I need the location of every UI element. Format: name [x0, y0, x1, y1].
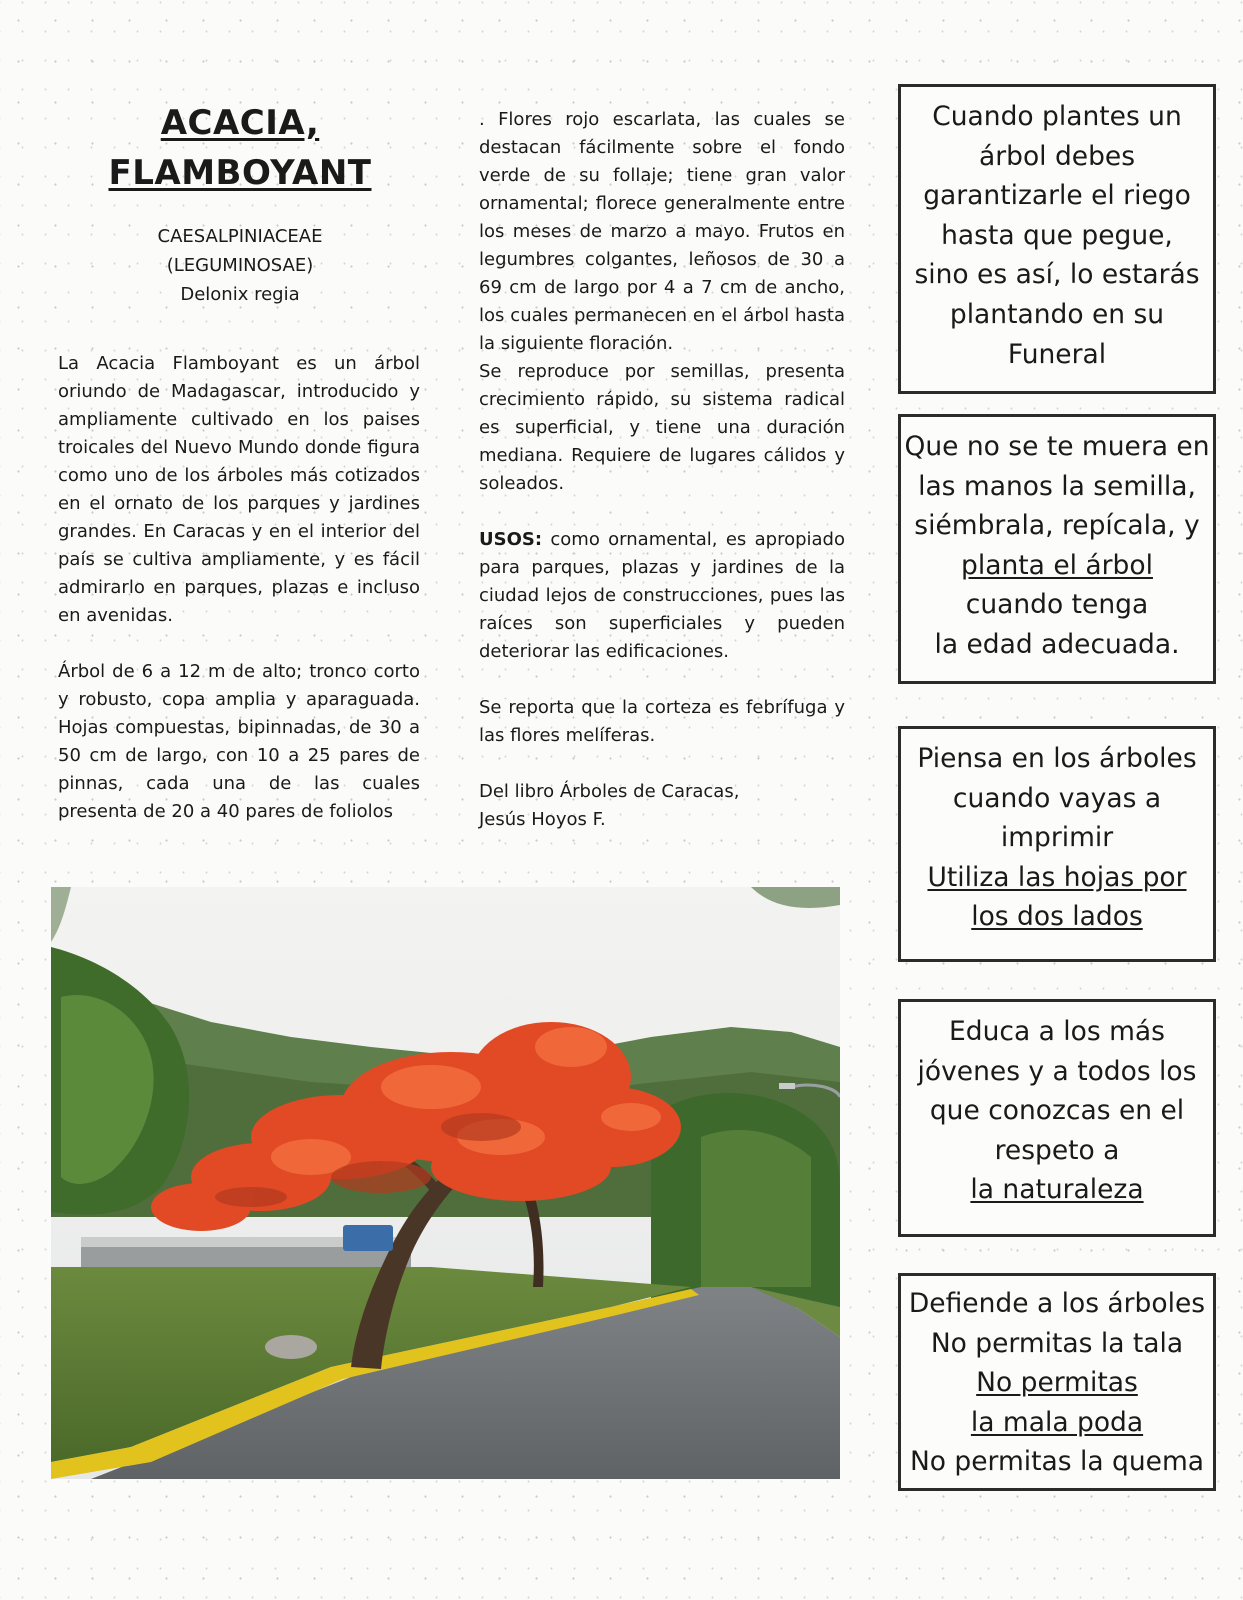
- box-line: siémbrala, repícala, y: [914, 510, 1200, 542]
- box-line: jóvenes y a todos los: [917, 1055, 1197, 1087]
- box-line: No permitas: [976, 1367, 1138, 1399]
- box-line: la edad adecuada.: [934, 628, 1180, 660]
- page-title: [80, 98, 400, 198]
- box-line: imprimir: [1000, 822, 1114, 854]
- tip-box-printing: [898, 726, 1216, 962]
- tip-box-seed: [898, 414, 1216, 684]
- box-line: garantizarle el riego: [923, 180, 1191, 212]
- box-line: Funeral: [1007, 338, 1107, 370]
- family-name: CAESALPINIACEAE: [157, 226, 323, 247]
- taxonomy-block: [80, 222, 400, 309]
- box-line: los dos lados: [971, 901, 1143, 933]
- box-line: No permitas la quema: [909, 1446, 1205, 1478]
- tip-box-education: [898, 999, 1216, 1237]
- paragraph-description: Árbol de 6 a 12 m de alto; tronco corto y robusto, copa amplia y aparaguada. Hojas compuestas, bipinnadas, de 30 a 50 cm de largo, con 10 a 25 pares de pinnas, cada una de las cuales presenta de 20 a 40 pares de foliolos: [58, 661, 420, 822]
- box-line: cuando tenga: [965, 589, 1149, 621]
- box-line: Que no se te muera en: [904, 431, 1210, 462]
- paragraph-reproduction: Se reproduce por semillas, presenta crecimiento rápido, su sistema radical es superficial, y tiene una duración mediana. Requiere de lugares cálidos y soleados.: [479, 361, 845, 494]
- box-line: Cuando plantes un: [932, 101, 1182, 132]
- box-line: que conozcas en el: [929, 1095, 1185, 1127]
- box-line: respeto a: [994, 1134, 1120, 1166]
- usos-text: como ornamental, es apropiado para parques, plazas y jardines de la ciudad lejos de construcciones, pues las raíces son superficiales y pueden deteriorar las edificaciones.: [479, 529, 845, 662]
- species-name: Delonix regia: [180, 284, 300, 305]
- paragraph-flowers: . Flores rojo escarlata, las cuales se destacan fácilmente sobre el fondo verde de su follaje; tiene gran valor ornamental; florece generalmente entre los meses de marzo a mayo. Frutos en legumbres colgantes, leñosos de 30 a 69 cm de largo por 4 a 7 cm de ancho, los cuales permanecen en el árbol hasta la siguiente floración.: [479, 109, 845, 354]
- box-line: Educa a los más: [949, 1016, 1165, 1047]
- box-line: las manos la semilla,: [918, 470, 1196, 502]
- tip-box-watering: [898, 84, 1216, 394]
- box-line: sino es así, lo estarás: [914, 259, 1200, 291]
- box-line: cuando vayas a: [952, 782, 1162, 814]
- paragraph-usos: [479, 526, 845, 666]
- tip-box-defend: [898, 1273, 1216, 1491]
- box-line: la mala poda: [970, 1406, 1144, 1438]
- box-line: Defiende a los árboles: [908, 1288, 1206, 1319]
- source-line-2: Jesús Hoyos F.: [479, 809, 606, 830]
- source-line-1: Del libro Árboles de Caracas,: [479, 781, 740, 802]
- paragraph-origin: La Acacia Flamboyant es un árbol oriundo de Madagascar, introducido y ampliamente cultivado en los paises troicales del Nuevo Mundo donde figura como uno de los árboles más cotizados en el ornato de los parques y jardines grandes. En Caracas y en el interior del país se cultiva ampliamente, y es fácil admirarlo en parques, plazas e incluso en avenidas.: [58, 353, 420, 626]
- box-line: la naturaleza: [970, 1174, 1144, 1206]
- box-line: árbol debes: [978, 140, 1135, 172]
- usos-label: USOS:: [479, 529, 543, 550]
- box-line: planta el árbol: [961, 549, 1153, 581]
- title-line-2: FLAMBOYANT: [108, 153, 372, 193]
- box-line: hasta que pegue,: [941, 219, 1173, 251]
- box-line: Utiliza las hojas por: [927, 861, 1187, 893]
- text-column-right: [479, 106, 845, 834]
- box-line: Piensa en los árboles: [917, 743, 1197, 774]
- title-line-1: ACACIA,: [160, 103, 320, 143]
- alt-family-name: (LEGUMINOSAE): [166, 255, 314, 276]
- paragraph-bark: Se reporta que la corteza es febrífuga y las flores melíferas.: [479, 697, 845, 746]
- box-line: plantando en su: [949, 298, 1165, 330]
- flamboyant-tree-photo: [51, 887, 840, 1479]
- text-column-left: [58, 350, 420, 854]
- box-line: No permitas la tala: [930, 1327, 1184, 1359]
